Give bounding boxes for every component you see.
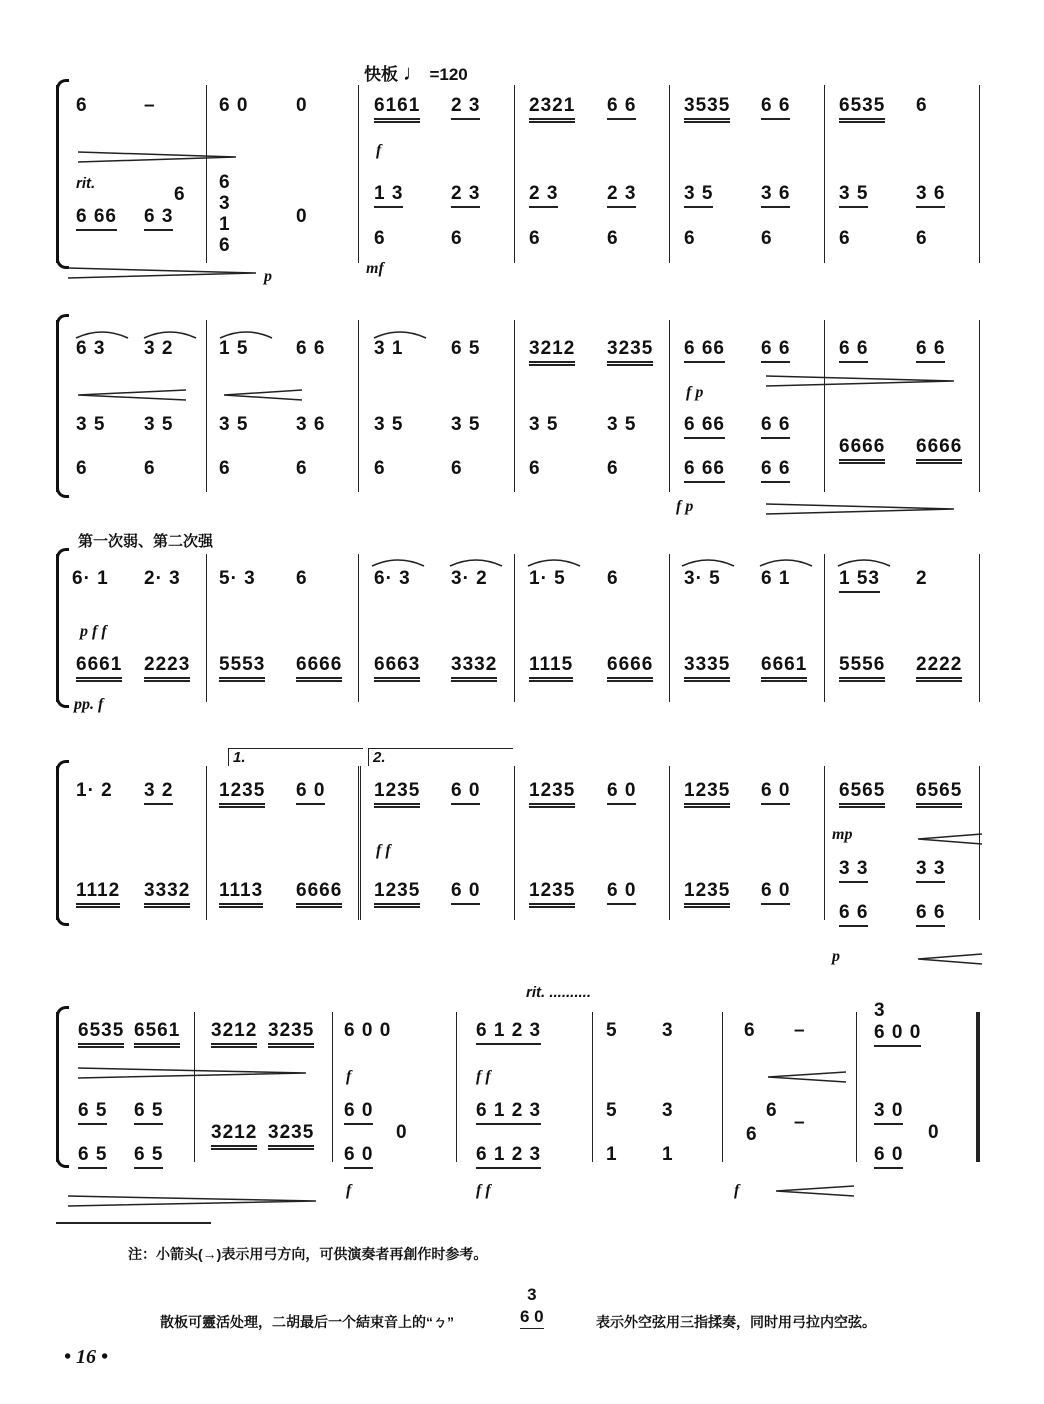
dynamic-ff: f f (476, 1068, 491, 1085)
slur (370, 552, 910, 570)
bass-note: 6 (374, 458, 386, 479)
barline (358, 554, 359, 702)
barline (206, 554, 207, 702)
crescendo-hairpin (918, 952, 984, 966)
barline (669, 554, 670, 702)
note: 3 2 (144, 780, 173, 805)
note: 3 5 (529, 414, 559, 435)
note: 6663 (374, 654, 420, 682)
note: 6 6 (607, 95, 636, 120)
note: 5553 (219, 654, 265, 682)
note: 6 (174, 184, 186, 205)
bass-note: 6 1 2 3 (476, 1144, 541, 1169)
note: 6 1 (761, 568, 791, 589)
barline (979, 320, 980, 492)
note: 6535 (78, 1020, 124, 1048)
note: 6666 (296, 654, 342, 682)
note: 1235 (684, 880, 730, 908)
note: 3 3 (916, 858, 945, 883)
dynamic-pff: p f f (80, 623, 107, 640)
note: 6 6 (839, 902, 868, 927)
crescendo-hairpin (78, 388, 188, 402)
note: 2222 (916, 654, 962, 682)
note: 3332 (144, 880, 190, 908)
bass-note: 1 (606, 1144, 618, 1165)
barline (979, 554, 980, 702)
system-2 (56, 312, 986, 522)
barline (669, 320, 670, 492)
decrescendo-hairpin (78, 1066, 308, 1080)
note: 1235 (684, 780, 730, 808)
note: 3 3 (839, 858, 868, 883)
system-4 (56, 740, 986, 970)
dynamic-ppf: pp. f (74, 696, 104, 713)
note: 6 6 (916, 338, 945, 363)
note: 6 0 0 (874, 1022, 921, 1047)
bass-note: 6 (374, 228, 386, 249)
slur (372, 326, 432, 340)
note: 6 (766, 1100, 778, 1121)
note: 6 0 (296, 780, 325, 805)
dynamic-fp: f p (686, 384, 704, 401)
note: 3 (874, 1000, 886, 1021)
barline (514, 766, 515, 920)
note: 6 6 (296, 338, 326, 359)
dynamic-f: f (376, 142, 382, 159)
note: 6565 (916, 780, 962, 808)
note: 6 0 (344, 1100, 373, 1125)
note: 6 66 (76, 206, 117, 231)
bass-note: 6 (144, 458, 156, 479)
bass-note: 6 (451, 228, 463, 249)
note: 3212 (211, 1122, 257, 1150)
note: 6 3 (144, 206, 173, 231)
bass-note: 6 (529, 228, 541, 249)
note: 6 0 0 (344, 1020, 392, 1041)
barline (722, 1012, 723, 1162)
bass-note: 1 (662, 1144, 674, 1165)
note: 6 (916, 95, 928, 116)
tempo-marking (364, 60, 468, 86)
note: 0 (296, 206, 308, 227)
footnote-fraction (520, 1284, 544, 1329)
note: 6 5 (451, 338, 481, 359)
note: 1112 (76, 880, 120, 908)
system-brace (56, 766, 59, 920)
note: 3212 (529, 338, 575, 366)
note: 6 0 (607, 780, 636, 805)
dynamic-fp: f p (676, 498, 694, 515)
dynamic-f: f (346, 1068, 352, 1085)
note: 3 (662, 1100, 674, 1121)
dynamic-p: p (264, 268, 272, 285)
footnote-rule (56, 1222, 211, 1224)
note: 3 0 (874, 1100, 903, 1125)
note: 5 (606, 1100, 618, 1121)
system-3 (56, 528, 986, 718)
quarter-note-icon: ♩ (402, 60, 425, 85)
tempo-label: 快板 (364, 65, 398, 84)
system-5 (56, 982, 986, 1212)
bass-note: 6 6 (761, 458, 790, 483)
barline (824, 766, 825, 920)
barline (979, 766, 980, 920)
note: 6666 (916, 436, 962, 464)
note: – (794, 1020, 806, 1041)
note: 1235 (529, 880, 575, 908)
note: 3 5 (144, 414, 174, 435)
note: 3 6 (761, 183, 790, 208)
note: 6 (296, 568, 308, 589)
note: 3235 (268, 1122, 314, 1150)
bass-note: 6 66 (684, 458, 725, 483)
note: 1· 5 (529, 568, 566, 589)
note: 3 2 (144, 338, 174, 359)
slur (74, 326, 354, 340)
note: 3 6 (916, 183, 945, 208)
system-brace (56, 554, 59, 702)
crescendo-hairpin (224, 388, 304, 402)
note: 1235 (374, 780, 420, 808)
note: 6· 1 (72, 568, 109, 589)
note: 3 5 (684, 183, 713, 208)
dynamic-f: f (346, 1182, 352, 1199)
bass-note: 6 (219, 458, 231, 479)
note: 3 5 (374, 414, 404, 435)
note: 3 5 (607, 414, 637, 435)
note: 6161 (374, 95, 420, 123)
note: 6 66 (684, 338, 725, 363)
note: 1113 (219, 880, 263, 908)
note: 1· 2 (76, 780, 113, 801)
note: 2 3 (607, 183, 636, 208)
page-number: • 16 • (64, 1346, 109, 1368)
note: 6535 (839, 95, 885, 123)
note: 3 5 (219, 414, 249, 435)
note: 6 6 (761, 338, 790, 363)
note: 6 3 (76, 338, 106, 359)
note: 6661 (761, 654, 807, 682)
note: 3235 (607, 338, 653, 366)
bass-note: 6 (839, 228, 851, 249)
note: 1235 (374, 880, 420, 908)
note: 2321 (529, 95, 575, 123)
system-brace (56, 85, 59, 263)
note: 6 1 2 3 (476, 1020, 541, 1045)
note: 6 6 (839, 338, 868, 363)
decrescendo-hairpin (78, 150, 238, 164)
note: 6 (744, 1020, 756, 1041)
note: 2 3 (451, 95, 480, 120)
footnote-text: 散板可靈活处理，二胡最后一个結束音上的“ㄅ” (160, 1314, 454, 1330)
note: 6 66 (684, 414, 725, 439)
system-1 (56, 60, 986, 290)
note: 6 6 (916, 902, 945, 927)
note: 6561 (134, 1020, 180, 1048)
bass-note: 6 5 (78, 1144, 107, 1169)
repeat-note: 第一次弱、第二次强 (78, 533, 214, 550)
note: 3535 (684, 95, 730, 123)
bass-note: 6 0 (874, 1144, 903, 1169)
note: 6666 (296, 880, 342, 908)
system-brace (56, 320, 59, 492)
note: 1 3 (374, 183, 403, 208)
note: 6 0 (607, 880, 636, 905)
note: 6 6 (761, 414, 790, 439)
note: 6 (76, 95, 88, 116)
note: 1235 (219, 780, 265, 808)
note: 6565 (839, 780, 885, 808)
bass-note: 6 5 (134, 1144, 163, 1169)
note: 6 0 (761, 880, 790, 905)
barline (514, 554, 515, 702)
note: 6 0 (761, 780, 790, 805)
barline (332, 1012, 333, 1162)
note: 3 5 (76, 414, 106, 435)
note: 3235 (268, 1020, 314, 1048)
note: 3212 (211, 1020, 257, 1048)
barline (824, 85, 825, 263)
dynamic-mp: mp (832, 826, 853, 843)
bass-note: 6 (746, 1124, 758, 1145)
dynamic-ff: f f (376, 842, 391, 859)
note: 6 0 (451, 880, 480, 905)
bass-note: 6 (76, 458, 88, 479)
fraction-top: 3 (527, 1285, 537, 1304)
barline (824, 554, 825, 702)
barline (206, 766, 207, 920)
bass-note: 6 (607, 458, 619, 479)
note: 2223 (144, 654, 190, 682)
note: 0 (296, 95, 308, 116)
note: 2· 3 (144, 568, 181, 589)
bass-note: 6 (451, 458, 463, 479)
arpeggio-chord: 6 3 1 6 (219, 172, 231, 256)
final-barline (976, 1012, 980, 1162)
ending-2: 2. (368, 748, 513, 766)
note: 3 5 (451, 414, 481, 435)
note: 6 0 (451, 780, 480, 805)
crescendo-hairpin (768, 1070, 848, 1084)
decrescendo-hairpin (766, 502, 956, 516)
note: 1 5 (219, 338, 249, 359)
barline (592, 1012, 593, 1162)
repeat-barline (358, 766, 364, 920)
barline (824, 320, 825, 492)
dynamic-p: p (832, 948, 840, 965)
bass-note: 6 (529, 458, 541, 479)
barline (979, 85, 980, 263)
note: 6 0 (219, 95, 249, 116)
note: 3332 (451, 654, 497, 682)
note: 6· 3 (374, 568, 411, 589)
crescendo-hairpin (918, 832, 984, 846)
note: 0 (928, 1122, 940, 1143)
note: 2 3 (451, 183, 480, 208)
tempo-value: =120 (429, 65, 468, 84)
fraction-bottom: 6 0 (520, 1306, 544, 1329)
note: 2 (916, 568, 928, 589)
bass-note: 6 (761, 228, 773, 249)
bass-note: 6 0 (344, 1144, 373, 1169)
barline (194, 1012, 195, 1162)
rit-marking: rit. (76, 175, 96, 192)
note: 6 6 (761, 95, 790, 120)
barline (456, 1012, 457, 1162)
note: 3 5 (839, 183, 868, 208)
note: – (144, 95, 156, 116)
note: 6 5 (78, 1100, 107, 1125)
note: 1115 (529, 654, 573, 682)
note: 6661 (76, 654, 122, 682)
note: – (794, 1112, 806, 1133)
note: 3· 5 (684, 568, 721, 589)
bass-note: 6 (916, 228, 928, 249)
decrescendo-hairpin (68, 266, 258, 280)
note: 1235 (529, 780, 575, 808)
rit-marking: rit. .......... (526, 984, 592, 1001)
barline (669, 766, 670, 920)
note: 2 3 (529, 183, 558, 208)
note: 3 1 (374, 338, 404, 359)
note: 6666 (607, 654, 653, 682)
dynamic-mf: mf (366, 260, 384, 277)
decrescendo-hairpin (68, 1194, 318, 1208)
note: 3335 (684, 654, 730, 682)
note: 5556 (839, 654, 885, 682)
footnote-line-2 (160, 1312, 454, 1332)
note: 6 (607, 568, 619, 589)
crescendo-hairpin (776, 1184, 856, 1198)
barline (514, 85, 515, 263)
note: 3 6 (296, 414, 326, 435)
barline (206, 320, 207, 492)
dynamic-ff: f f (476, 1182, 491, 1199)
barline (856, 1012, 857, 1162)
note: 6666 (839, 436, 885, 464)
decrescendo-hairpin (766, 374, 956, 388)
barline (514, 320, 515, 492)
bass-note: 6 (684, 228, 696, 249)
bass-note: 6 (296, 458, 308, 479)
note: 6 1 2 3 (476, 1100, 541, 1125)
note: 5· 3 (219, 568, 256, 589)
barline (358, 85, 359, 263)
footnote-line-2b: 表示外空弦用三指揉奏，同时用弓拉内空弦。 (596, 1314, 876, 1330)
footnote-line-1: 注：小箭头(→)表示用弓方向，可供演奏者再創作时参考。 (128, 1246, 488, 1262)
barline (358, 320, 359, 492)
note: 1 53 (839, 568, 880, 593)
ending-1: 1. (228, 748, 363, 766)
bass-note: 6 (607, 228, 619, 249)
note: 3 (662, 1020, 674, 1041)
note: 5 (606, 1020, 618, 1041)
system-brace (56, 1012, 59, 1162)
note: 0 (396, 1122, 408, 1143)
note: 6 5 (134, 1100, 163, 1125)
barline (669, 85, 670, 263)
dynamic-f: f (734, 1182, 740, 1199)
note: 3· 2 (451, 568, 488, 589)
barline (206, 85, 207, 263)
